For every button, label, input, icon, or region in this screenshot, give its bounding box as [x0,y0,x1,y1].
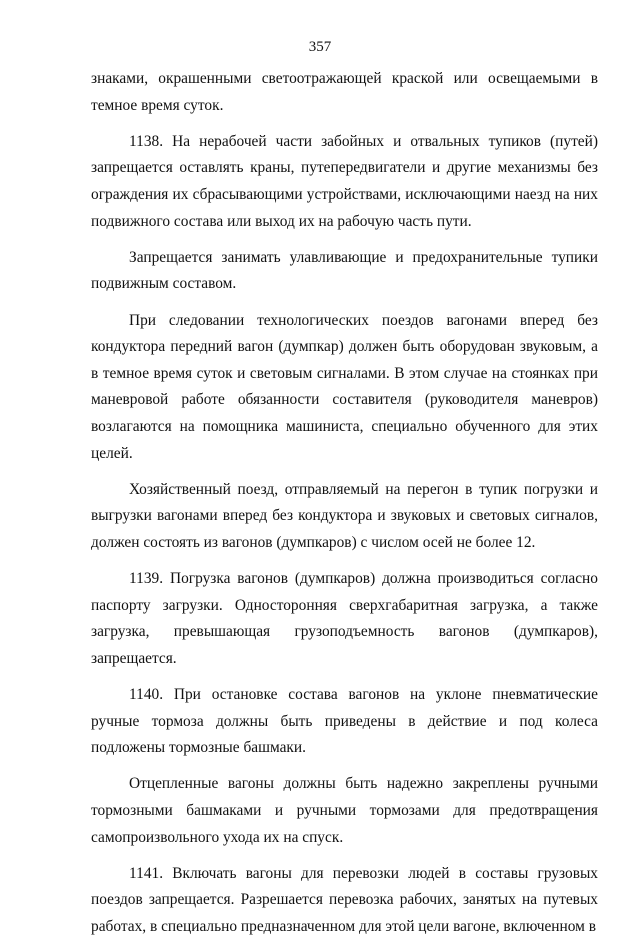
paragraph-1138: 1138. На нерабочей части забойных и отвальных тупиков (путей) запрещается оставлять краны, путепередвигатели и другие механизмы без ограждения их сбрасывающими устройствами, исключающими наезд на них подвижного состава или выход их на рабочую часть пути. [91,132,598,230]
page-number: 357 [308,39,332,55]
paragraph-service-train: Хозяйственный поезд, отправляемый на перегон в тупик погрузки и выгрузки вагонами вперед без кондуктора и звуковых и световых сигналов, должен состоять из вагонов (думпкаров) с числом осей не более 12. [91,480,598,551]
document-body [91,66,598,950]
paragraph-1140: 1140. При остановке состава вагонов на уклоне пневматические ручные тормоза должны быть приведены в действие и под колеса подложены тормозные башмаки. [91,686,598,757]
paragraph-technological-trains: При следовании технологических поездов вагонами вперед без кондуктора передний вагон (думпкар) должен быть оборудован звуковым, а в темное время суток и световым сигналами. В этом случае на стоянках при маневровой работе обязанности составителя (руководителя маневров) возлагаются на помощника машиниста, специально обученного для этих целей. [91,311,598,462]
paragraph-uncoupled-wagons: Отцепленные вагоны должны быть надежно закреплены ручными тормозными башмаками и ручными тормозами для предотвращения самопроизвольного ухода их на спуск. [91,775,598,846]
paragraph-continuation: знаками, окрашенными светоотражающей краской или освещаемыми в темное время суток. [91,70,598,114]
paragraph-dead-end-ban: Запрещается занимать улавливающие и предохранительные тупики подвижным составом. [91,248,598,293]
paragraph-1139: 1139. Погрузка вагонов (думпкаров) должна производиться согласно паспорту загрузки. Односторонняя сверхгабаритная загрузка, а также загрузка, превышающая грузоподъемность вагонов (думпкаров), запрещается. [91,570,598,667]
paragraph-1141: 1141. Включать вагоны для перевозки людей в составы грузовых поездов запрещается. Разрешается перевозка рабочих, занятых на путевых работах, в специально предназначенном для этой цели вагоне, включенном в [91,864,598,935]
